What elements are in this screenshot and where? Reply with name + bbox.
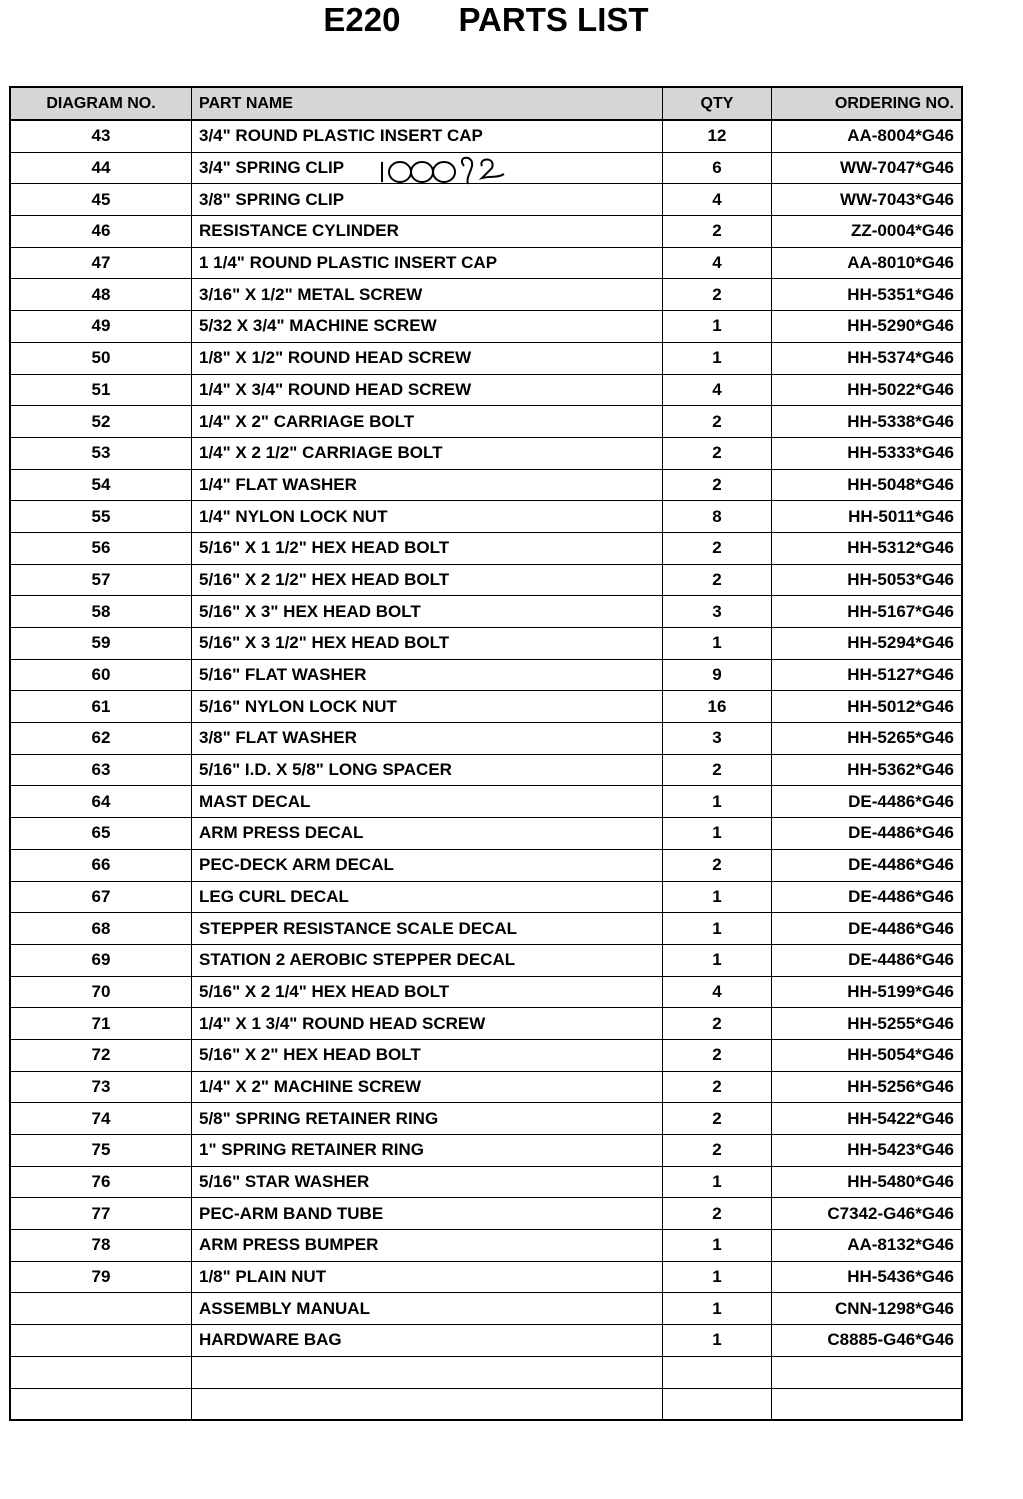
column-header-diagram-no: DIAGRAM NO.	[10, 87, 192, 120]
part-name-cell: PEC-ARM BAND TUBE	[192, 1198, 663, 1230]
ordering-no-cell: DE-4486*G46	[772, 913, 963, 945]
ordering-no-cell	[772, 1388, 963, 1420]
ordering-no-cell: AA-8132*G46	[772, 1230, 963, 1262]
table-row	[10, 1071, 962, 1103]
ordering-no-cell: HH-5048*G46	[772, 469, 963, 501]
qty-cell: 4	[663, 374, 772, 406]
column-header-part-name: PART NAME	[192, 87, 663, 120]
qty-cell: 12	[663, 120, 772, 152]
diagram-no-cell: 79	[10, 1261, 192, 1293]
table-row	[10, 596, 962, 628]
qty-cell: 3	[663, 723, 772, 755]
part-name-cell: ASSEMBLY MANUAL	[192, 1293, 663, 1325]
part-name-cell: 5/16" X 2 1/4" HEX HEAD BOLT	[192, 976, 663, 1008]
qty-cell: 2	[663, 437, 772, 469]
diagram-no-cell: 72	[10, 1039, 192, 1071]
part-name-cell: 5/16" STAR WASHER	[192, 1166, 663, 1198]
diagram-no-cell: 50	[10, 342, 192, 374]
table-row	[10, 818, 962, 850]
diagram-no-cell: 77	[10, 1198, 192, 1230]
qty-cell: 1	[663, 342, 772, 374]
diagram-no-cell: 68	[10, 913, 192, 945]
part-name-cell: 3/8" SPRING CLIP	[192, 184, 663, 216]
qty-cell	[663, 1356, 772, 1388]
qty-cell: 16	[663, 691, 772, 723]
qty-cell: 8	[663, 501, 772, 533]
table-row	[10, 1325, 962, 1357]
qty-cell: 2	[663, 279, 772, 311]
ordering-no-cell: HH-5290*G46	[772, 311, 963, 343]
part-name-cell: 5/16" FLAT WASHER	[192, 659, 663, 691]
table-row	[10, 1008, 962, 1040]
ordering-no-cell: HH-5167*G46	[772, 596, 963, 628]
part-name-cell: 1/4" X 2 1/2" CARRIAGE BOLT	[192, 437, 663, 469]
diagram-no-cell: 78	[10, 1230, 192, 1262]
part-name-cell: HARDWARE BAG	[192, 1325, 663, 1357]
qty-cell: 1	[663, 818, 772, 850]
part-name-cell: 5/16" X 3 1/2" HEX HEAD BOLT	[192, 628, 663, 660]
diagram-no-cell: 48	[10, 279, 192, 311]
table-row	[10, 913, 962, 945]
table-row	[10, 1039, 962, 1071]
qty-cell: 2	[663, 1198, 772, 1230]
table-row	[10, 216, 962, 248]
table-row	[10, 1388, 962, 1420]
diagram-no-cell: 70	[10, 976, 192, 1008]
part-name-cell: ARM PRESS BUMPER	[192, 1230, 663, 1262]
ordering-no-cell: HH-5294*G46	[772, 628, 963, 660]
table-row	[10, 1230, 962, 1262]
ordering-no-cell: HH-5436*G46	[772, 1261, 963, 1293]
diagram-no-cell: 64	[10, 786, 192, 818]
table-row	[10, 628, 962, 660]
column-header-ordering-no: ORDERING NO.	[772, 87, 963, 120]
diagram-no-cell: 63	[10, 754, 192, 786]
table-row	[10, 1198, 962, 1230]
part-name-cell	[192, 1356, 663, 1388]
qty-cell: 1	[663, 944, 772, 976]
table-row	[10, 120, 962, 152]
part-name-cell: 1/4" FLAT WASHER	[192, 469, 663, 501]
diagram-no-cell	[10, 1293, 192, 1325]
ordering-no-cell: DE-4486*G46	[772, 786, 963, 818]
qty-cell	[663, 1388, 772, 1420]
table-row	[10, 1135, 962, 1167]
table-row	[10, 1261, 962, 1293]
diagram-no-cell: 58	[10, 596, 192, 628]
page-title	[0, 0, 972, 40]
ordering-no-cell: HH-5053*G46	[772, 564, 963, 596]
diagram-no-cell: 76	[10, 1166, 192, 1198]
table-row	[10, 1293, 962, 1325]
column-header-qty: QTY	[663, 87, 772, 120]
ordering-no-cell: HH-5333*G46	[772, 437, 963, 469]
ordering-no-cell: HH-5423*G46	[772, 1135, 963, 1167]
part-name-cell: MAST DECAL	[192, 786, 663, 818]
diagram-no-cell: 73	[10, 1071, 192, 1103]
diagram-no-cell: 59	[10, 628, 192, 660]
diagram-no-cell: 56	[10, 532, 192, 564]
diagram-no-cell: 60	[10, 659, 192, 691]
part-name-cell: 1/4" X 3/4" ROUND HEAD SCREW	[192, 374, 663, 406]
ordering-no-cell: DE-4486*G46	[772, 849, 963, 881]
ordering-no-cell: HH-5255*G46	[772, 1008, 963, 1040]
table-row	[10, 342, 962, 374]
ordering-no-cell: AA-8004*G46	[772, 120, 963, 152]
table-row	[10, 881, 962, 913]
qty-cell: 1	[663, 1293, 772, 1325]
ordering-no-cell: HH-5022*G46	[772, 374, 963, 406]
part-name-cell: 1/8" PLAIN NUT	[192, 1261, 663, 1293]
table-row	[10, 691, 962, 723]
ordering-no-cell: ZZ-0004*G46	[772, 216, 963, 248]
diagram-no-cell: 65	[10, 818, 192, 850]
part-name-cell	[192, 1388, 663, 1420]
part-name-cell: 1/8" X 1/2" ROUND HEAD SCREW	[192, 342, 663, 374]
part-name-cell: PEC-DECK ARM DECAL	[192, 849, 663, 881]
ordering-no-cell: DE-4486*G46	[772, 818, 963, 850]
qty-cell: 1	[663, 628, 772, 660]
diagram-no-cell: 67	[10, 881, 192, 913]
qty-cell: 2	[663, 1103, 772, 1135]
qty-cell: 2	[663, 406, 772, 438]
qty-cell: 1	[663, 1325, 772, 1357]
ordering-no-cell: C8885-G46*G46	[772, 1325, 963, 1357]
part-name-cell: LEG CURL DECAL	[192, 881, 663, 913]
qty-cell: 2	[663, 754, 772, 786]
part-name-cell: 3/4" SPRING CLIP	[192, 152, 663, 184]
diagram-no-cell: 69	[10, 944, 192, 976]
ordering-no-cell: HH-5265*G46	[772, 723, 963, 755]
part-name-cell: ARM PRESS DECAL	[192, 818, 663, 850]
table-row	[10, 406, 962, 438]
qty-cell: 2	[663, 469, 772, 501]
table-body	[10, 120, 962, 1420]
diagram-no-cell: 75	[10, 1135, 192, 1167]
diagram-no-cell: 47	[10, 247, 192, 279]
qty-cell: 1	[663, 1166, 772, 1198]
qty-cell: 2	[663, 564, 772, 596]
diagram-no-cell: 74	[10, 1103, 192, 1135]
table-row	[10, 1356, 962, 1388]
part-name-cell: 1/4" NYLON LOCK NUT	[192, 501, 663, 533]
ordering-no-cell: HH-5054*G46	[772, 1039, 963, 1071]
diagram-no-cell	[10, 1388, 192, 1420]
ordering-no-cell: HH-5422*G46	[772, 1103, 963, 1135]
qty-cell: 6	[663, 152, 772, 184]
table-row	[10, 659, 962, 691]
ordering-no-cell: HH-5127*G46	[772, 659, 963, 691]
qty-cell: 3	[663, 596, 772, 628]
part-name-cell: 5/16" NYLON LOCK NUT	[192, 691, 663, 723]
diagram-no-cell: 62	[10, 723, 192, 755]
part-name-cell: 1 1/4" ROUND PLASTIC INSERT CAP	[192, 247, 663, 279]
ordering-no-cell: WW-7043*G46	[772, 184, 963, 216]
part-name-cell: STEPPER RESISTANCE SCALE DECAL	[192, 913, 663, 945]
part-name-cell: 3/4" ROUND PLASTIC INSERT CAP	[192, 120, 663, 152]
qty-cell: 2	[663, 1135, 772, 1167]
part-name-cell: 3/8" FLAT WASHER	[192, 723, 663, 755]
part-name-cell: 5/16" X 3" HEX HEAD BOLT	[192, 596, 663, 628]
ordering-no-cell: HH-5312*G46	[772, 532, 963, 564]
table-row	[10, 1103, 962, 1135]
diagram-no-cell: 45	[10, 184, 192, 216]
part-name-cell: RESISTANCE CYLINDER	[192, 216, 663, 248]
diagram-no-cell: 51	[10, 374, 192, 406]
diagram-no-cell: 46	[10, 216, 192, 248]
model-number: E220	[323, 1, 401, 38]
table-row	[10, 754, 962, 786]
qty-cell: 2	[663, 216, 772, 248]
header-row	[10, 87, 962, 120]
qty-cell: 2	[663, 532, 772, 564]
table-row	[10, 279, 962, 311]
qty-cell: 9	[663, 659, 772, 691]
diagram-no-cell: 53	[10, 437, 192, 469]
part-name-cell: 5/32 X 3/4" MACHINE SCREW	[192, 311, 663, 343]
table-row	[10, 311, 962, 343]
diagram-no-cell: 66	[10, 849, 192, 881]
diagram-no-cell: 52	[10, 406, 192, 438]
ordering-no-cell: CNN-1298*G46	[772, 1293, 963, 1325]
table-row	[10, 849, 962, 881]
ordering-no-cell: HH-5012*G46	[772, 691, 963, 723]
part-name-cell: 5/16" X 2" HEX HEAD BOLT	[192, 1039, 663, 1071]
ordering-no-cell: HH-5199*G46	[772, 976, 963, 1008]
part-name-cell: 1/4" X 2" CARRIAGE BOLT	[192, 406, 663, 438]
table-row	[10, 564, 962, 596]
table-row	[10, 786, 962, 818]
ordering-no-cell: HH-5374*G46	[772, 342, 963, 374]
qty-cell: 1	[663, 1230, 772, 1262]
table-row	[10, 501, 962, 533]
qty-cell: 2	[663, 1008, 772, 1040]
qty-cell: 4	[663, 247, 772, 279]
qty-cell: 2	[663, 1039, 772, 1071]
table-row	[10, 976, 962, 1008]
diagram-no-cell: 49	[10, 311, 192, 343]
diagram-no-cell: 71	[10, 1008, 192, 1040]
part-name-cell: 1" SPRING RETAINER RING	[192, 1135, 663, 1167]
ordering-no-cell: AA-8010*G46	[772, 247, 963, 279]
part-name-cell: 5/8" SPRING RETAINER RING	[192, 1103, 663, 1135]
table-row	[10, 469, 962, 501]
ordering-no-cell: C7342-G46*G46	[772, 1198, 963, 1230]
diagram-no-cell: 44	[10, 152, 192, 184]
diagram-no-cell: 57	[10, 564, 192, 596]
diagram-no-cell: 55	[10, 501, 192, 533]
handwritten-note	[378, 152, 508, 188]
qty-cell: 4	[663, 976, 772, 1008]
part-name-cell: 3/16" X 1/2" METAL SCREW	[192, 279, 663, 311]
qty-cell: 4	[663, 184, 772, 216]
ordering-no-cell: HH-5338*G46	[772, 406, 963, 438]
table-row	[10, 1166, 962, 1198]
ordering-no-cell: HH-5480*G46	[772, 1166, 963, 1198]
part-name-cell: 5/16" I.D. X 5/8" LONG SPACER	[192, 754, 663, 786]
part-name-cell: 1/4" X 2" MACHINE SCREW	[192, 1071, 663, 1103]
ordering-no-cell: DE-4486*G46	[772, 881, 963, 913]
table-row	[10, 374, 962, 406]
ordering-no-cell	[772, 1356, 963, 1388]
ordering-no-cell: HH-5011*G46	[772, 501, 963, 533]
qty-cell: 1	[663, 913, 772, 945]
qty-cell: 1	[663, 1261, 772, 1293]
diagram-no-cell	[10, 1356, 192, 1388]
ordering-no-cell: HH-5362*G46	[772, 754, 963, 786]
part-name-cell: 1/4" X 1 3/4" ROUND HEAD SCREW	[192, 1008, 663, 1040]
table-row	[10, 437, 962, 469]
parts-table	[9, 86, 963, 1421]
ordering-no-cell: HH-5256*G46	[772, 1071, 963, 1103]
ordering-no-cell: HH-5351*G46	[772, 279, 963, 311]
part-name-cell: 5/16" X 2 1/2" HEX HEAD BOLT	[192, 564, 663, 596]
diagram-no-cell: 43	[10, 120, 192, 152]
table-row	[10, 184, 962, 216]
diagram-no-cell	[10, 1325, 192, 1357]
table-row	[10, 944, 962, 976]
part-name-cell: STATION 2 AEROBIC STEPPER DECAL	[192, 944, 663, 976]
qty-cell: 1	[663, 881, 772, 913]
ordering-no-cell: DE-4486*G46	[772, 944, 963, 976]
ordering-no-cell: WW-7047*G46	[772, 152, 963, 184]
diagram-no-cell: 61	[10, 691, 192, 723]
title-text: PARTS LIST	[458, 1, 649, 38]
qty-cell: 2	[663, 1071, 772, 1103]
part-name-cell: 5/16" X 1 1/2" HEX HEAD BOLT	[192, 532, 663, 564]
diagram-no-cell: 54	[10, 469, 192, 501]
qty-cell: 1	[663, 786, 772, 818]
table-row	[10, 723, 962, 755]
table-row	[10, 532, 962, 564]
table-row	[10, 247, 962, 279]
qty-cell: 2	[663, 849, 772, 881]
qty-cell: 1	[663, 311, 772, 343]
